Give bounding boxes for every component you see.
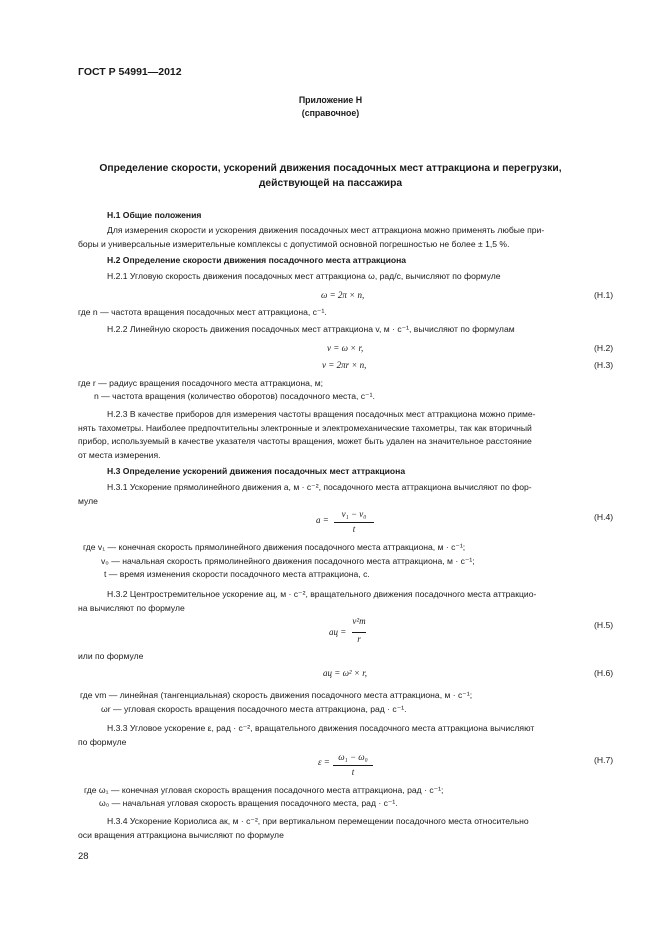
section-3-3-line2: по формуле <box>78 737 127 747</box>
equation-3: v = 2πr × n, <box>322 360 367 370</box>
section-3-2-line1: Н.3.2 Центростремительное ускорение aц, м · с⁻², вращательного движения посадочного места аттракцио- <box>107 589 537 599</box>
section-3-2-line2: на вычисляют по формуле <box>78 603 185 613</box>
or-formula-text: или по формуле <box>78 651 144 661</box>
section-3-2-where-1: где vm — линейная (тангенциальная) скорость движения посадочного места аттракциона, м · с⁻¹; <box>80 690 473 700</box>
section-1-line2: боры и универсальные измерительные комплексы с допустимой основной погрешностью не более ± 1,5 %. <box>78 239 510 249</box>
section-3-1-where-1: где v₁ — конечная скорость прямолинейного движения посадочного места аттракциона, м · с⁻¹; <box>83 542 466 552</box>
equation-4-number: (Н.4) <box>594 512 614 522</box>
section-2-3-line3: прибор, используемый в качестве указателя частоты вращения, может быть удален на значительное расстояние <box>78 436 532 446</box>
section-2-3-line1: Н.2.3 В качестве приборов для измерения частоты вращения посадочных мест аттракциона можно приме- <box>107 409 536 419</box>
section-3-1-line2: муле <box>78 496 98 506</box>
section-3-1-where-2: v₀ — начальная скорость прямолинейного движения посадочного места аттракциона, м · с⁻¹; <box>101 556 475 566</box>
section-3-4-line1: Н.3.4 Ускорение Кориолиса aк, м · с⁻², при вертикальном перемещении посадочного места относительно <box>107 816 529 826</box>
section-1-title: Н.1 Общие положения <box>107 210 202 220</box>
section-3-3-where-2: ω₀ — начальная угловая скорость вращения посадочного места, рад · с⁻¹. <box>99 798 398 808</box>
section-3-2-where-2: ωr — угловая скорость вращения посадочного места аттракциона, рад · с⁻¹. <box>101 704 407 714</box>
section-3-3-where-1: где ω₁ — конечная угловая скорость вращения посадочного места аттракциона, рад · с⁻¹; <box>84 785 444 795</box>
section-2-2-where-2: n — частота вращения (количество оборотов) посадочного места, с⁻¹. <box>94 391 375 401</box>
section-3-1-where-3: t — время изменения скорости посадочного места аттракциона, с. <box>104 569 370 579</box>
section-2-1-where: где n — частота вращения посадочных мест аттракциона, с⁻¹. <box>78 307 327 317</box>
equation-6-number: (Н.6) <box>594 668 614 678</box>
appendix-subtitle: (справочное) <box>301 108 360 118</box>
section-2-2-where-1: где r — радиус вращения посадочного места аттракциона, м; <box>78 378 323 388</box>
main-title-line1: Определение скорости, ускорений движения посадочных мест аттракциона и перегрузки, <box>99 163 562 174</box>
equation-4-denominator: t <box>352 524 356 534</box>
equation-7-denominator: t <box>351 767 355 777</box>
equation-5-number: (Н.5) <box>594 620 614 630</box>
equation-7-lhs: ε = <box>318 757 330 767</box>
equation-3-number: (Н.3) <box>594 360 614 370</box>
equation-1: ω = 2π × n, <box>321 290 365 300</box>
section-3-4-line2: оси вращения аттракциона вычисляют по формуле <box>78 830 284 840</box>
section-2-3-line2: нять тахометры. Наиболее предпочтительны электронные и электромеханические тахометры, так как вторичный <box>78 423 532 433</box>
equation-5-denominator: r <box>357 634 361 644</box>
section-2-1-text: Н.2.1 Угловую скорость движения посадочных мест аттракциона ω, рад/с, вычисляют по формуле <box>107 271 501 281</box>
standard-header: ГОСТ Р 54991—2012 <box>78 66 182 78</box>
equation-2: v = ω × r, <box>327 343 364 353</box>
section-1-line1: Для измерения скорости и ускорения движения посадочных мест аттракциона можно применять любые при- <box>107 225 545 235</box>
section-2-3-line4: от места измерения. <box>78 450 161 460</box>
page-number: 28 <box>78 851 89 862</box>
equation-2-number: (Н.2) <box>594 343 614 353</box>
section-2-title: Н.2 Определение скорости движения посадочного места аттракциона <box>107 255 407 265</box>
equation-5-numerator: v²m <box>352 616 366 626</box>
equation-6: aц = ω² × r, <box>323 668 367 678</box>
section-3-1-line1: Н.3.1 Ускорение прямолинейного движения a, м · с⁻², посадочного места аттракциона вычисляют по фор- <box>107 482 532 492</box>
appendix-title: Приложение Н <box>298 95 363 105</box>
equation-5-lhs: aц = <box>329 627 347 637</box>
section-2-2-text: Н.2.2 Линейную скорость движения посадочных мест аттракциона v, м · с⁻¹, вычисляют по формулам <box>107 324 515 334</box>
equation-1-number: (Н.1) <box>594 290 614 300</box>
equation-7-numerator: ω₁ − ω₀ <box>338 752 368 762</box>
equation-4-fraction-bar <box>334 522 374 523</box>
equation-5-fraction-bar <box>352 632 366 633</box>
main-title-line2: действующей на пассажира <box>258 178 403 189</box>
section-3-title: Н.3 Определение ускорений движения посадочных мест аттракциона <box>107 466 406 476</box>
equation-4-numerator: v₁ − v₀ <box>341 509 367 519</box>
equation-7-fraction-bar <box>333 765 373 766</box>
equation-4-lhs: a = <box>316 515 329 525</box>
section-3-3-line1: Н.3.3 Угловое ускорение ε, рад · с⁻², вращательного движения посадочного места аттракциона вычисляют <box>107 723 535 733</box>
equation-7-number: (Н.7) <box>594 755 614 765</box>
